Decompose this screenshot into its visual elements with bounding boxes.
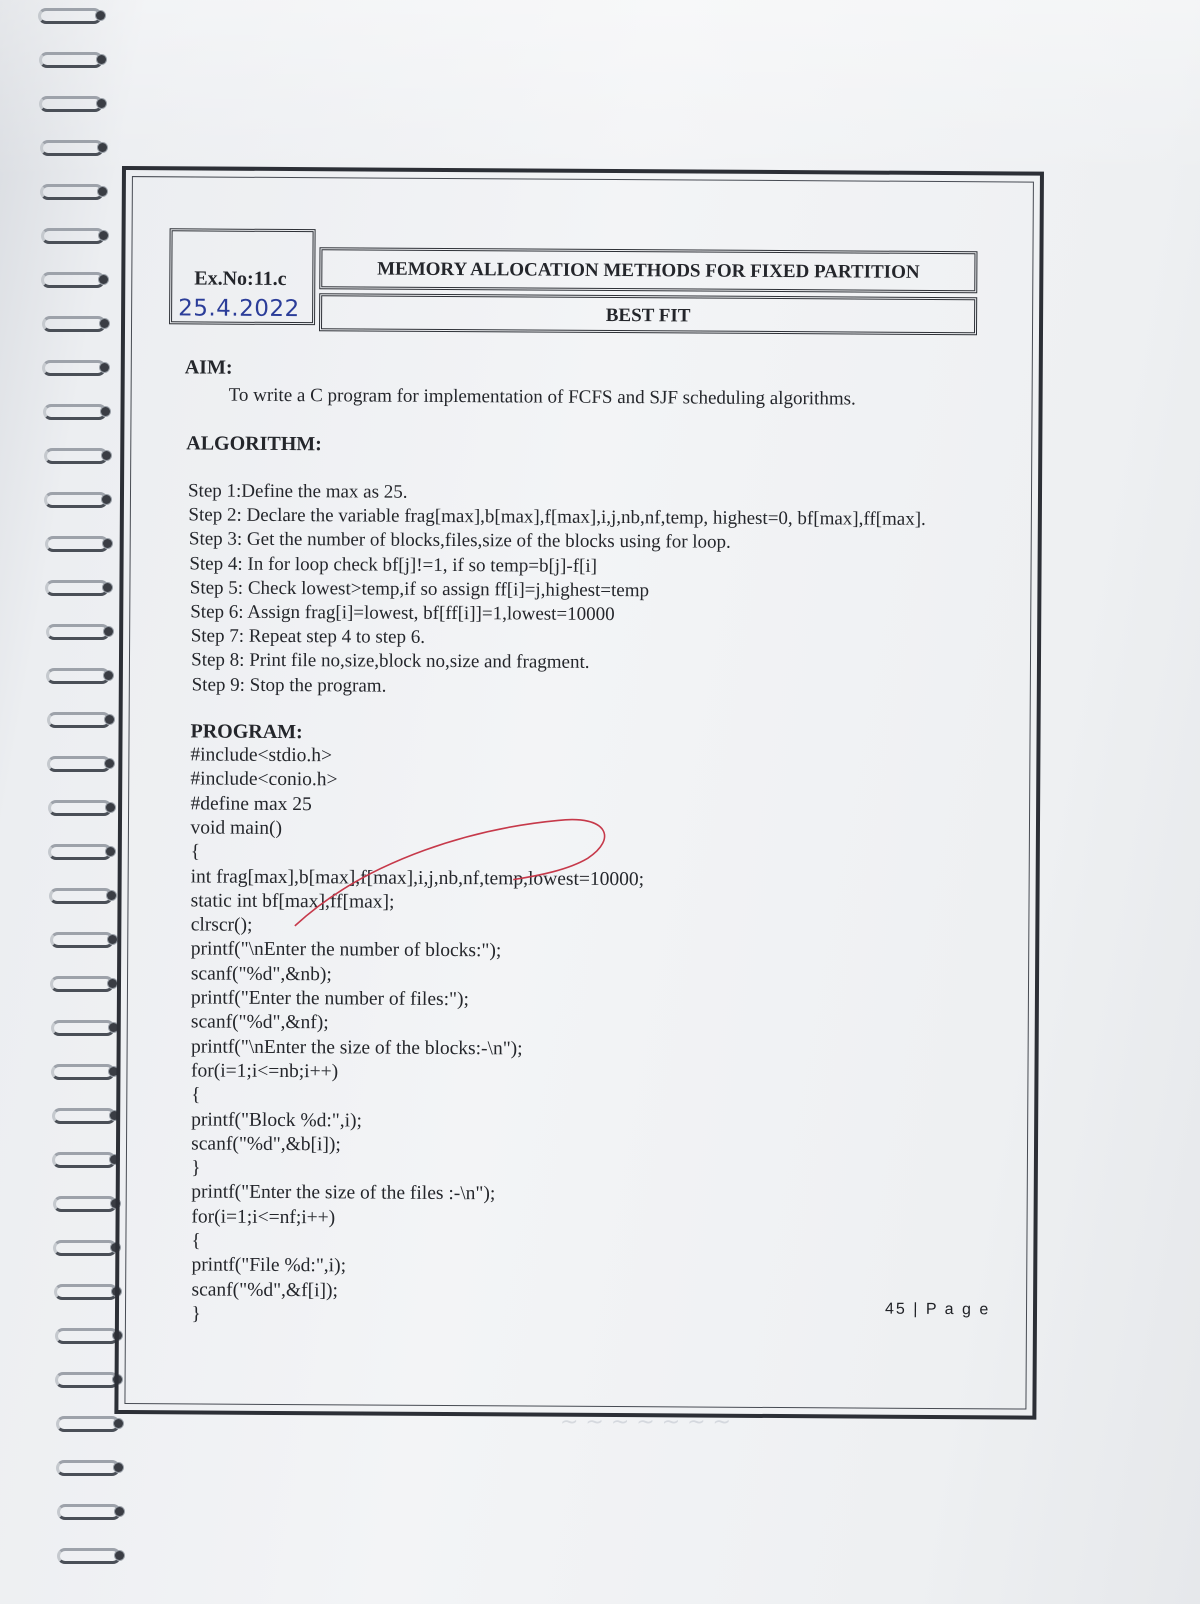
punch-hole [104,671,113,680]
spiral-wire [57,1504,121,1520]
code-line: printf("Block %d:",i); [191,1108,363,1131]
exercise-number: Ex.No:11.c [194,267,287,291]
spiral-ring [54,1282,124,1302]
spiral-ring [53,1194,123,1214]
spiral-wire [49,888,113,904]
spiral-wire [53,1196,117,1212]
punch-hole [114,1419,123,1428]
spiral-ring [56,1414,126,1434]
program-heading: PROGRAM: [190,720,303,744]
code-line: #include<stdio.h> [190,744,333,767]
code-line: printf("File %d:",i); [191,1254,347,1277]
punch-hole [102,451,111,460]
show-through-texture: ~ ~ ~ ~ ~ ~ ~ [560,1410,731,1435]
spiral-wire [56,1416,120,1432]
punch-hole [98,187,107,196]
punch-hole [114,1463,123,1472]
spiral-ring [48,798,118,818]
punch-hole [108,979,117,988]
spiral-wire [42,360,106,376]
spiral-wire [48,844,112,860]
punch-hole [97,99,106,108]
aim-heading: AIM: [184,356,233,379]
spiral-wire [54,1284,118,1300]
spiral-wire [39,52,103,68]
code-line: scanf("%d",&f[i]); [191,1279,338,1301]
code-line: printf("\nEnter the number of blocks:"); [190,938,502,962]
spiral-wire [45,580,109,596]
punch-hole [98,143,107,152]
spiral-ring [57,1546,127,1566]
code-line: #define max 25 [190,793,312,815]
code-line: } [191,1157,201,1179]
spiral-wire [51,1020,115,1036]
punch-hole [106,803,115,812]
punch-hole [107,891,116,900]
spiral-ring [44,446,114,466]
algorithm-step: Step 2: Declare the variable frag[max],b[max],f[max],i,j,nb,nf,temp, highest=0, bf[max],ff[max]. [188,504,926,531]
code-line: scanf("%d",&nf); [190,1011,329,1034]
lighting-shade [0,0,1200,180]
punch-hole [101,407,110,416]
punch-hole [103,539,112,548]
page-content [118,170,1040,1416]
spiral-ring [38,6,108,26]
spiral-ring [42,358,112,378]
aim-text: To write a C program for implementation of FCFS and SJF scheduling algorithms. [228,384,856,410]
code-line: for(i=1;i<=nb;i++) [191,1060,339,1083]
algorithm-step: Step 5: Check lowest>temp,if so assign ff[i]=j,highest=temp [189,577,650,602]
spiral-wire [43,404,107,420]
spiral-wire [41,272,105,288]
punch-hole [99,275,108,284]
spiral-wire [51,1064,115,1080]
algorithm-step: Step 8: Print file no,size,block no,size and fragment. [191,649,590,674]
punch-hole [103,583,112,592]
spiral-wire [42,316,106,332]
code-line: } [191,1303,202,1325]
spiral-wire [52,1152,116,1168]
algorithm-step: Step 6: Assign frag[i]=lowest, bf[ff[i]]=1,lowest=10000 [190,601,615,626]
spiral-wire [53,1240,117,1256]
punch-hole [100,363,109,372]
page-subtitle: BEST FIT [605,304,691,327]
spiral-wire [47,712,111,728]
algorithm-step: Step 1:Define the max as 25. [187,480,408,503]
spiral-ring [47,754,117,774]
spiral-wire [56,1460,120,1476]
code-line: void main() [190,817,283,839]
spiral-wire [50,976,114,992]
code-line: scanf("%d",&b[i]); [191,1133,341,1156]
code-line: static int bf[max],ff[max]; [190,890,395,913]
spiral-wire [40,184,104,200]
punch-hole [105,715,114,724]
spiral-wire [57,1548,121,1564]
spiral-ring [45,578,115,598]
punch-hole [104,627,113,636]
spiral-ring [45,534,115,554]
code-line: printf("Enter the number of files:"); [190,987,469,1011]
spiral-ring [42,314,112,334]
punch-hole [102,495,111,504]
code-line: printf("Enter the size of the files :-\n"); [191,1181,496,1205]
code-line: { [191,1230,201,1252]
spiral-wire [46,624,110,640]
spiral-wire [50,932,114,948]
spiral-wire [55,1372,119,1388]
exercise-header [169,228,978,329]
spiral-ring [43,402,113,422]
spiral-wire [41,228,105,244]
subtitle-box [319,293,977,335]
spiral-ring [53,1238,123,1258]
code-line: { [191,1084,201,1106]
spiral-wire [40,140,104,156]
spiral-wire [45,536,109,552]
spiral-wire [38,8,102,24]
code-line: clrscr(); [190,914,253,936]
spiral-ring [41,270,111,290]
algorithm-step: Step 4: In for loop check bf[j]!=1, if so temp=b[j]-f[i] [189,553,598,577]
punch-hole [96,11,105,20]
page-title: MEMORY ALLOCATION METHODS FOR FIXED PARTITION [377,258,920,283]
title-box [319,247,977,293]
spiral-wire [46,668,110,684]
spiral-ring [41,226,111,246]
spiral-ring [46,666,116,686]
spiral-ring [50,974,120,994]
spiral-ring [48,842,118,862]
spiral-ring [39,94,109,114]
punch-hole [108,935,117,944]
spiral-ring [52,1106,122,1126]
algorithm-heading: ALGORITHM: [186,432,322,456]
exercise-number-box [169,228,316,325]
punch-hole [115,1551,124,1560]
code-line: scanf("%d",&nb); [190,963,332,985]
spiral-ring [56,1458,126,1478]
spiral-ring [57,1502,127,1522]
spiral-wire [48,800,112,816]
spiral-ring [47,710,117,730]
spiral-ring [51,1062,121,1082]
spiral-ring [50,930,120,950]
spiral-ring [44,490,114,510]
algorithm-step: Step 3: Get the number of blocks,files,size of the blocks using for loop. [188,528,731,554]
spiral-wire [39,96,103,112]
punch-hole [115,1507,124,1516]
spiral-ring [52,1150,122,1170]
spiral-wire [44,448,108,464]
code-line: { [190,841,201,863]
spiral-ring [46,622,116,642]
spiral-wire [47,756,111,772]
spiral-ring [40,182,110,202]
page-border [114,166,1044,1420]
spiral-ring [51,1018,121,1038]
spiral-ring [39,50,109,70]
page-number: 45 | P a g e [884,1300,991,1319]
handwritten-date: 25.4.2022 [178,295,300,323]
algorithm-step: Step 7: Repeat step 4 to step 6. [190,625,426,649]
punch-hole [99,231,108,240]
punch-hole [97,55,106,64]
punch-hole [105,759,114,768]
code-line: #include<conio.h> [190,768,338,791]
spiral-ring [49,886,119,906]
spiral-ring [40,138,110,158]
algorithm-step: Step 9: Stop the program. [191,674,387,697]
spiral-wire [55,1328,119,1344]
punch-hole [100,319,109,328]
spiral-wire [44,492,108,508]
punch-hole [106,847,115,856]
spiral-wire [52,1108,116,1124]
code-line: printf("\nEnter the size of the blocks:-\n"); [190,1036,523,1060]
code-line: int frag[max],b[max],f[max],i,j,nb,nf,temp,lowest=10000; [190,865,645,890]
code-line: for(i=1;i<=nf;i++) [191,1206,336,1229]
